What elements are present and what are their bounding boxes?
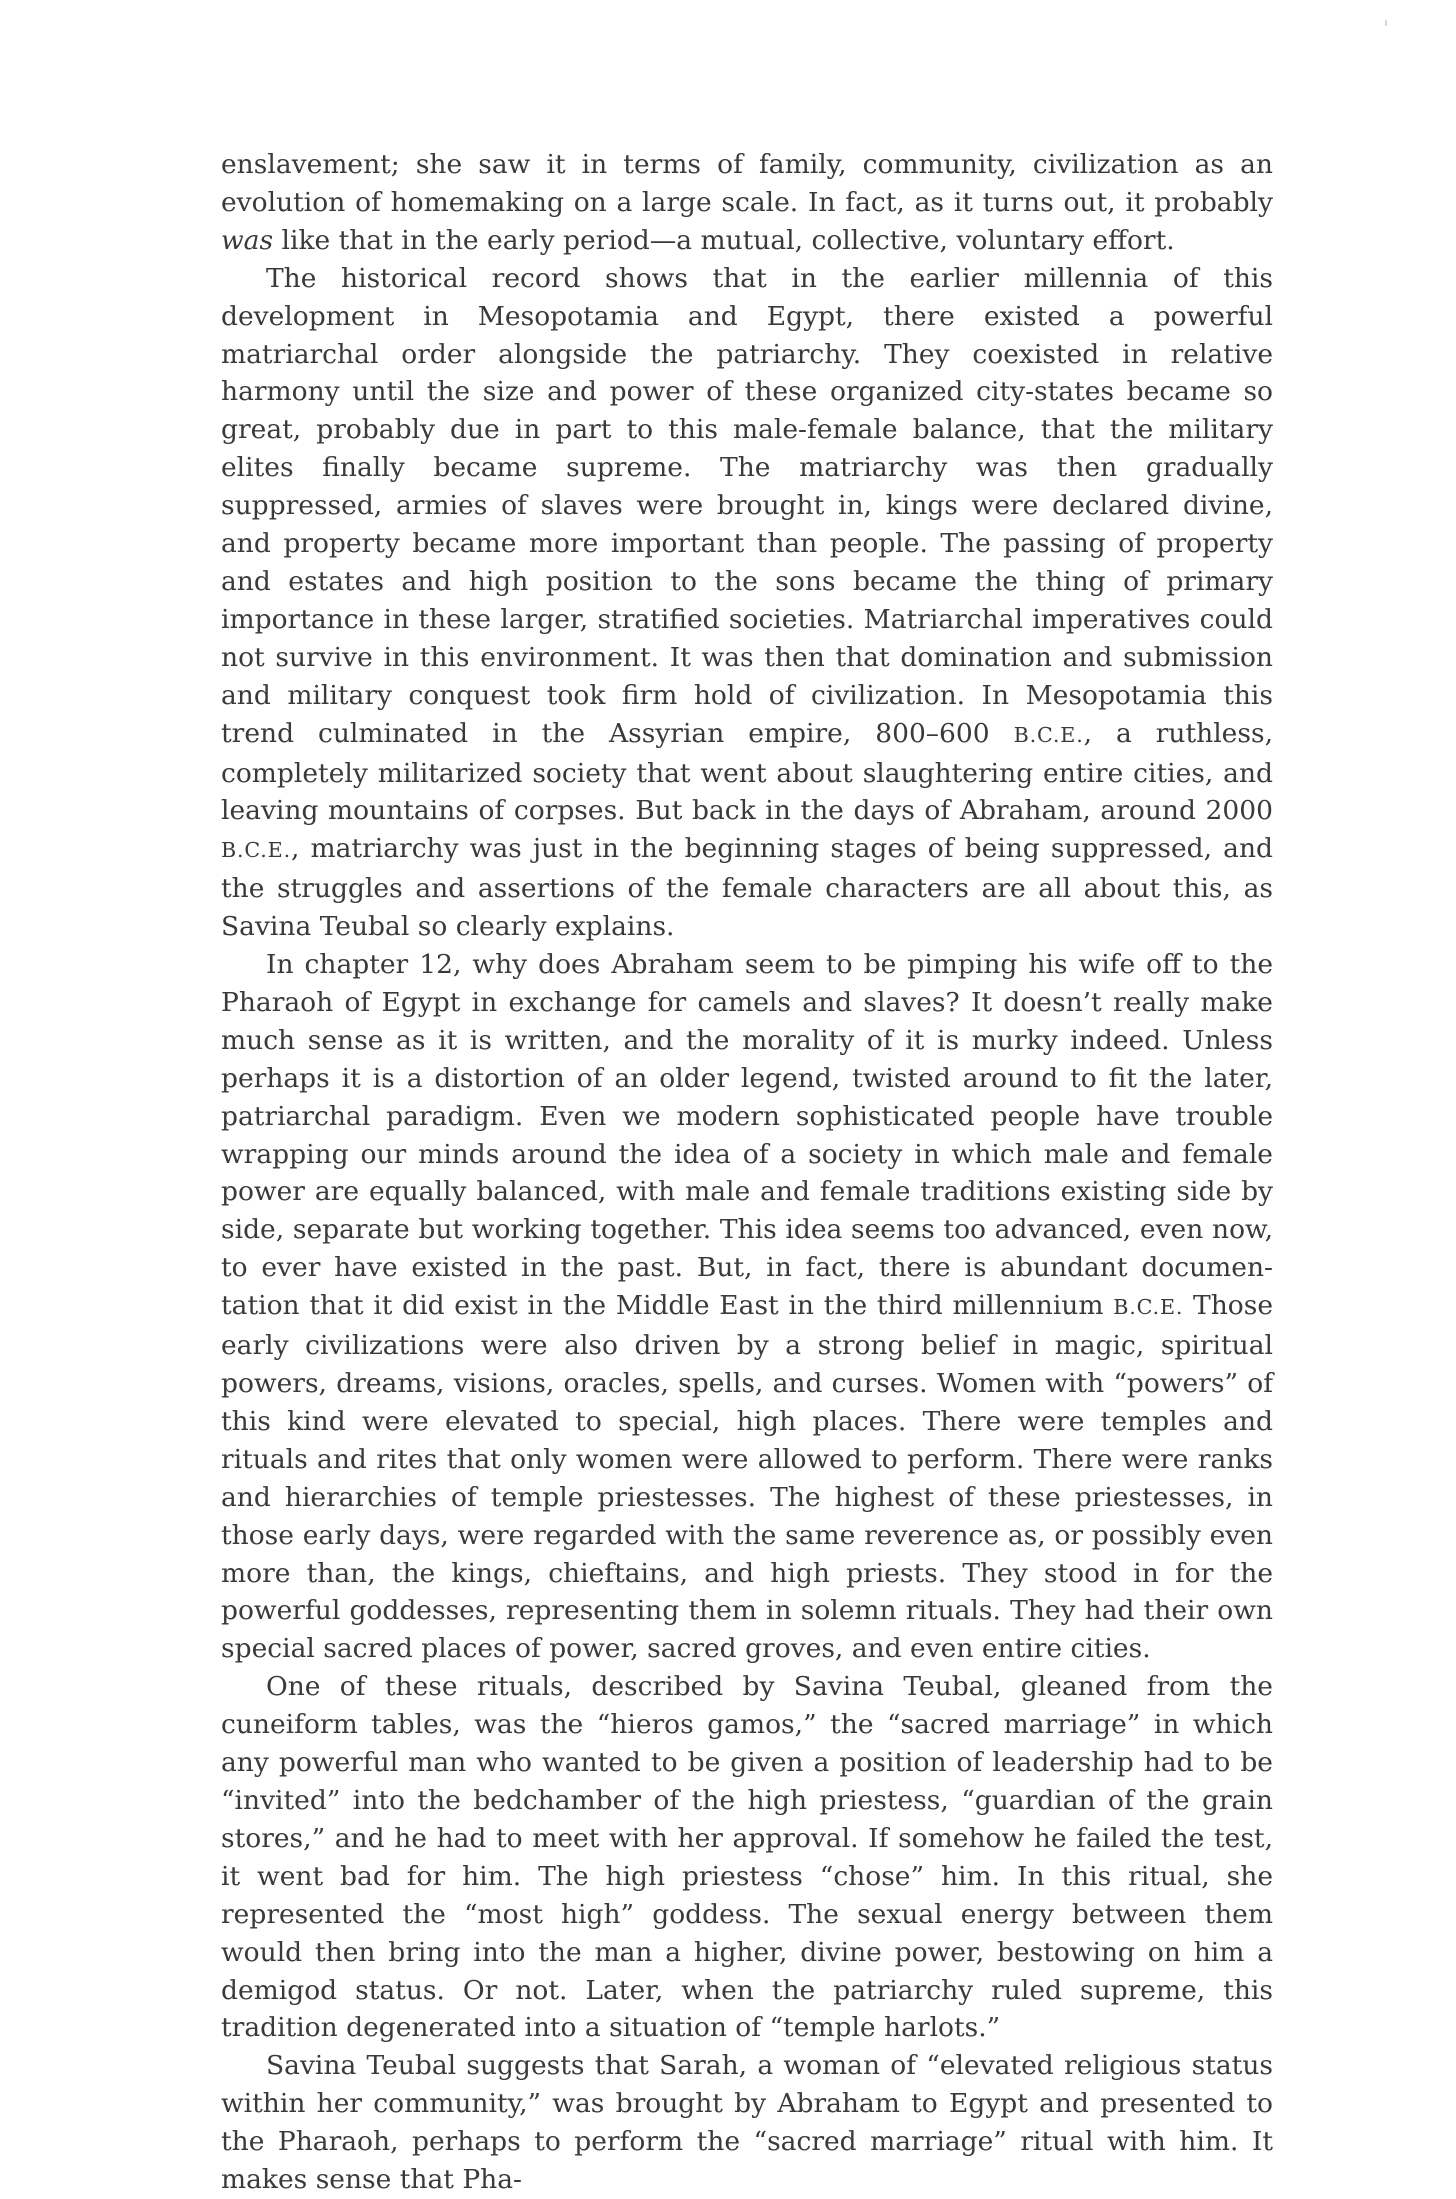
text-run: , a ruthless, completely militarized society that went about slaughtering entire cities, and leaving mountains of corpses. But back in the days of Abraham, around 2000 xyxy=(221,717,1273,827)
text-run: The historical record shows that in the earlier millennia of this development in Mesopotamia and Egypt, there existed a powerful matriarchal order alongside the patriarchy. They coexisted in relative harmony until the size and power of these organized city-states became so great, probably due in part to this male-female balance, that the military elites finally became supreme. The matriarchy was then gradually suppressed, armies of slaves were brought in, kings were declared divine, and property became more important than people. The passing of property and estates and high position to the sons became the thing of primary importance in these larger, stratified societies. Matriarchal imperatives could not survive in this environment. It was then that domination and submission and military conquest took firm hold of civilization. In Mesopotamia this trend culminated in the Assyrian empire, 800–600 xyxy=(221,262,1273,749)
text-run: enslavement; she saw it in terms of family, community, civilization as an evolution of homemaking on a large scale. In fact, as it turns out, it probably xyxy=(221,149,1273,218)
era-abbreviation: B.C.E. xyxy=(1013,722,1084,747)
paragraph xyxy=(221,146,1273,260)
era-abbreviation: B.C.E. xyxy=(1113,1295,1184,1320)
paragraph xyxy=(221,1668,1273,2047)
page-body xyxy=(221,146,1273,2199)
paragraph xyxy=(221,946,1273,1668)
paragraph xyxy=(221,2047,1273,2199)
era-abbreviation: B.C.E. xyxy=(221,838,291,863)
text-run: Those early civilizations were also driven by a strong belief in magic, spiritual powers, dreams, visions, oracles, spells, and curses. Women with “powers” of this kind were elevated to special, high places. There were temples and rituals and rites that only women were allowed to perform. There were ranks and hierarchies of temple priestesses. The highest of these priestesses, in those early days, were regarded with the same reverence as, or possibly even more than, the kings, chieftains, and high priests. They stood in for the powerful goddesses, representing them in solemn rituals. They had their own special sacred places of power, sacred groves, and even entire cities. xyxy=(221,1290,1273,1665)
text-run: Savina Teubal suggests that Sarah, a woman of “elevated religious status within her community,” was brought by Abraham to Egypt and presented to the Pharaoh, perhaps to perform the “sacred marriage” ritual with him. It makes sense that Pha- xyxy=(221,2050,1273,2196)
paragraph xyxy=(221,260,1273,946)
text-run-italic: was xyxy=(221,224,274,256)
text-run: One of these rituals, described by Savina Teubal, gleaned from the cuneiform tables, was the “hieros gamos,” the “sacred marriage” in which any powerful man who wanted to be given a position of leadership had to be “invited” into the bedchamber of the high priestess, “guardian of the grain stores,” and he had to meet with her approval. If somehow he failed the test, it went bad for him. The high priestess “chose” him. In this ritual, she represented the “most high” goddess. The sexual energy between them would then bring into the man a higher, divine power, bestowing on him a demigod status. Or not. Later, when the patriarchy ruled supreme, this tradition degenerated into a situation of “temple harlots.” xyxy=(221,1671,1273,2044)
text-run: , matriarchy was just in the beginning stages of being suppressed, and the struggles and assertions of the female characters are all about this, as Savina Teubal so clearly explains. xyxy=(221,833,1273,943)
text-run: like that in the early period—a mutual, collective, voluntary effort. xyxy=(273,224,1175,256)
text-run: In chapter 12, why does Abraham seem to be pimping his wife off to the Pharaoh of Egypt in exchange for camels and slaves? It doesn’t really make much sense as it is written, and the morality of it is murky indeed. Unless perhaps it is a distortion of an older legend, twisted around to fit the later, patriarchal paradigm. Even we modern sophisticated people have trouble wrapping our minds around the idea of a society in which male and female power are equally balanced, with male and female traditions existing side by side, separate but working together. This idea seems too advanced, even now, to ever have existed in the past. But, in fact, there is abundant documentation that it did exist in the Middle East in the third millennium xyxy=(221,949,1273,1322)
scan-mark xyxy=(1385,20,1387,26)
